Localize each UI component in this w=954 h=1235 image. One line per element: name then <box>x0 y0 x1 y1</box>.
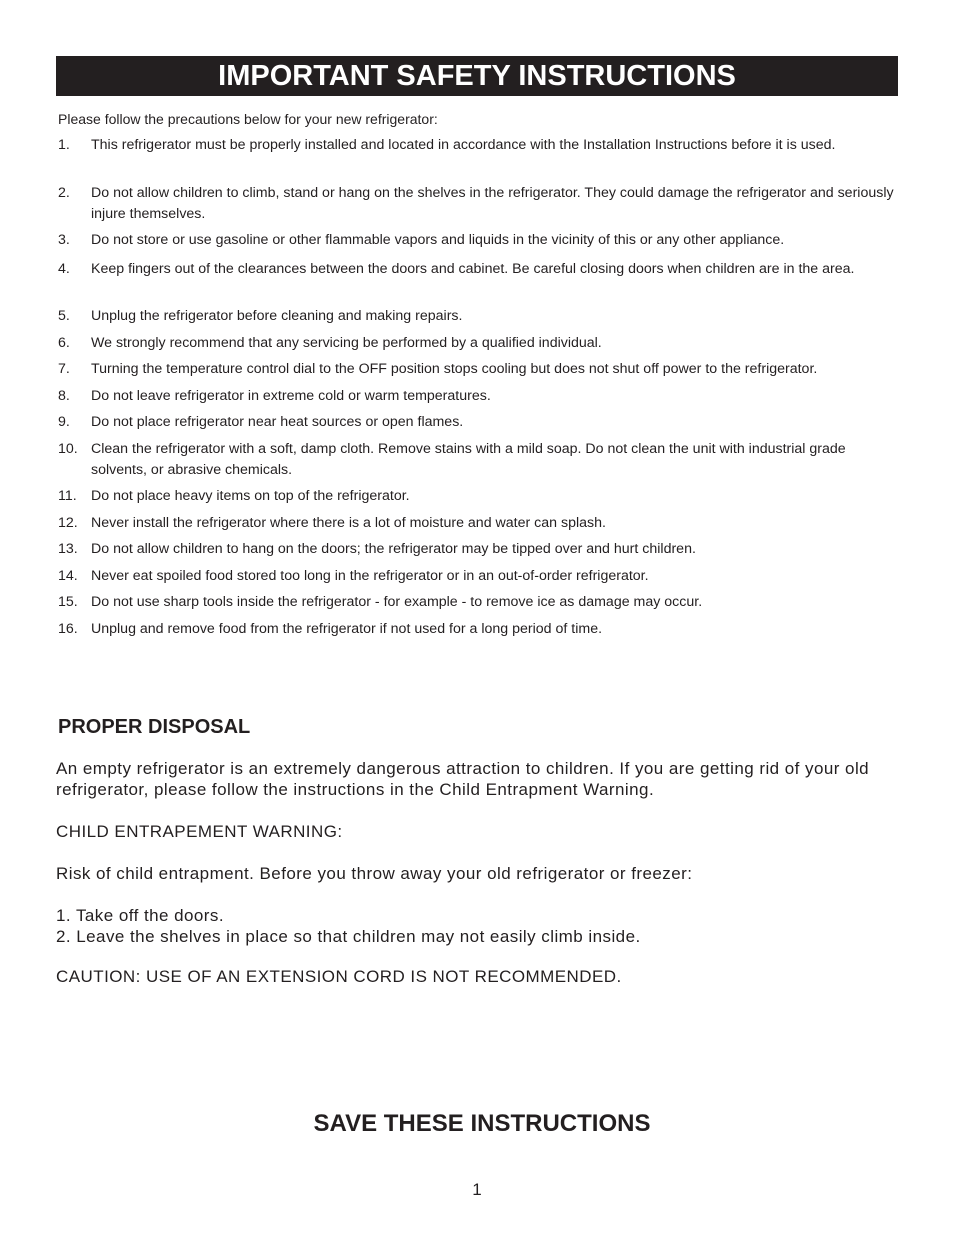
item-text: Do not allow children to climb, stand or hang on the shelves in the refrigerator. They could damage the refrigerator and seriously injure themselves. <box>91 185 894 222</box>
list-item <box>58 566 898 587</box>
item-number: 7. <box>58 361 70 377</box>
item-number: 14. <box>58 568 78 584</box>
item-text: Keep fingers out of the clearances between the doors and cabinet. Be careful closing doors when children are in the area. <box>91 261 855 277</box>
list-item <box>58 439 898 481</box>
list-item <box>58 306 898 327</box>
item-text: We strongly recommend that any servicing be performed by a qualified individual. <box>91 335 602 351</box>
list-item <box>58 135 898 156</box>
save-instructions-heading: SAVE THESE INSTRUCTIONS <box>313 1110 651 1137</box>
item-number: 11. <box>58 488 77 504</box>
list-item <box>58 539 898 560</box>
list-item <box>58 259 898 280</box>
item-number: 2. <box>58 185 70 201</box>
page-number: 1 <box>472 1180 482 1199</box>
item-number: 3. <box>58 232 70 248</box>
item-text: Do not store or use gasoline or other flammable vapors and liquids in the vicinity of this or any other appliance. <box>91 232 785 248</box>
list-item <box>58 592 898 613</box>
item-number: 4. <box>58 261 70 277</box>
item-number: 1. <box>58 137 70 153</box>
disposal-step: 1. Take off the doors. <box>56 906 225 925</box>
item-text: Do not leave refrigerator in extreme cold or warm temperatures. <box>91 388 491 404</box>
list-item <box>58 513 898 534</box>
caution-statement: CAUTION: USE OF AN EXTENSION CORD IS NOT RECOMMENDED. <box>56 967 622 986</box>
intro-text: Please follow the precautions below for your new refrigerator: <box>58 111 438 127</box>
list-item <box>58 333 898 354</box>
list-item <box>58 412 898 433</box>
list-item <box>58 386 898 407</box>
item-text: Turning the temperature control dial to the OFF position stops cooling but does not shut off power to the refrigerator. <box>91 361 818 377</box>
item-number: 13. <box>58 541 78 557</box>
item-number: 8. <box>58 388 70 404</box>
item-text: Do not place heavy items on top of the refrigerator. <box>91 488 410 504</box>
item-text: Do not place refrigerator near heat sources or open flames. <box>91 414 464 430</box>
disposal-paragraph: An empty refrigerator is an extremely dangerous attraction to children. If you are getting rid of your old refrigerator, please follow the instructions in the Child Entrapment Warning. <box>56 759 870 799</box>
item-number: 9. <box>58 414 70 430</box>
proper-disposal-heading: PROPER DISPOSAL <box>58 716 251 738</box>
page-title: IMPORTANT SAFETY INSTRUCTIONS <box>218 59 736 92</box>
item-text: Never eat spoiled food stored too long in the refrigerator or in an out-of-order refrigerator. <box>91 568 649 584</box>
item-number: 6. <box>58 335 70 351</box>
list-item <box>58 619 898 640</box>
item-text: Never install the refrigerator where there is a lot of moisture and water can splash. <box>91 515 606 531</box>
item-number: 16. <box>58 621 78 637</box>
item-text: Do not allow children to hang on the doors; the refrigerator may be tipped over and hurt children. <box>91 541 696 557</box>
item-text: Unplug the refrigerator before cleaning and making repairs. <box>91 308 463 324</box>
item-number: 12. <box>58 515 78 531</box>
title-banner <box>56 56 898 96</box>
entrapment-warning-title: CHILD ENTRAPEMENT WARNING: <box>56 822 343 841</box>
list-item <box>58 183 898 225</box>
disposal-step: 2. Leave the shelves in place so that children may not easily climb inside. <box>56 927 641 946</box>
list-item <box>58 359 898 380</box>
item-text: Do not use sharp tools inside the refrigerator - for example - to remove ice as damage may occur. <box>91 594 703 610</box>
list-item <box>58 486 898 507</box>
risk-statement: Risk of child entrapment. Before you throw away your old refrigerator or freezer: <box>56 864 693 883</box>
item-number: 5. <box>58 308 70 324</box>
item-text: Unplug and remove food from the refrigerator if not used for a long period of time. <box>91 621 603 637</box>
item-text: This refrigerator must be properly installed and located in accordance with the Installation Instructions before it is used. <box>91 137 836 153</box>
list-item <box>58 230 898 251</box>
item-number: 15. <box>58 594 78 610</box>
item-text: Clean the refrigerator with a soft, damp cloth. Remove stains with a mild soap. Do not clean the unit with industrial grade solvents, or abrasive chemicals. <box>91 441 846 478</box>
item-number: 10. <box>58 441 78 457</box>
